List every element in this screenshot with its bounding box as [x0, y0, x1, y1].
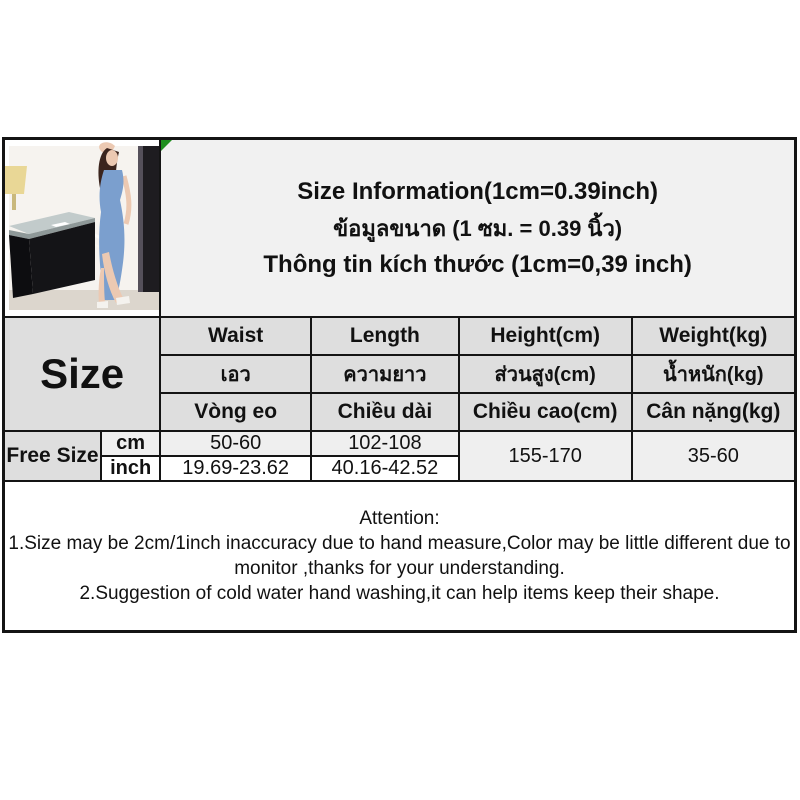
- col-header-weight-vi: Cân nặng(kg): [632, 393, 796, 431]
- length-inch-value: 40.16-42.52: [311, 456, 459, 481]
- col-header-height-en: Height(cm): [459, 317, 632, 355]
- product-photo: [4, 139, 161, 318]
- unit-cm-label: cm: [101, 431, 160, 456]
- col-header-height-th: ส่วนสูง(cm): [459, 355, 632, 393]
- size-corner-label: Size: [4, 317, 161, 431]
- col-header-length-th: ความยาว: [311, 355, 459, 393]
- title-english: Size Information(1cm=0.39inch): [297, 177, 659, 205]
- media-title-row: [4, 139, 796, 318]
- attention-heading: Attention:: [359, 508, 440, 529]
- header-row-english: [4, 317, 796, 355]
- attention-note-2: 2.Suggestion of cold water hand washing,it can help items keep their shape.: [79, 583, 720, 604]
- free-size-label: Free Size: [4, 431, 101, 481]
- col-header-waist-vi: Vòng eo: [160, 393, 311, 431]
- weight-range-value: 35-60: [632, 431, 796, 481]
- title-vietnamese: Thông tin kích thước (1cm=0,39 inch): [263, 250, 692, 278]
- length-cm-value: 102-108: [311, 431, 459, 456]
- size-info-sheet: [2, 137, 797, 633]
- title-thai: ข้อมูลขนาด (1 ซม. = 0.39 นิ้ว): [333, 215, 623, 241]
- photo-wardrobe: [143, 146, 159, 292]
- col-header-waist-en: Waist: [160, 317, 311, 355]
- attention-row: [4, 481, 796, 632]
- waist-inch-value: 19.69-23.62: [160, 456, 311, 481]
- title-block: [160, 139, 795, 318]
- height-range-value: 155-170: [459, 431, 632, 481]
- unit-inch-label: inch: [101, 456, 160, 481]
- data-row-cm: [4, 431, 796, 456]
- photo-lamp: [5, 166, 27, 194]
- col-header-waist-th: เอว: [160, 355, 311, 393]
- col-header-weight-en: Weight(kg): [632, 317, 796, 355]
- corner-marker-icon: [161, 140, 172, 151]
- waist-cm-value: 50-60: [160, 431, 311, 456]
- attention-note-1: 1.Size may be 2cm/1inch inaccuracy due to hand measure,Color may be little different due to monitor ,thanks for your understanding.: [8, 533, 791, 579]
- col-header-height-vi: Chiều cao(cm): [459, 393, 632, 431]
- attention-section: [4, 481, 796, 632]
- col-header-length-vi: Chiều dài: [311, 393, 459, 431]
- col-header-length-en: Length: [311, 317, 459, 355]
- col-header-weight-th: น้ำหนัก(kg): [632, 355, 796, 393]
- model-photo-illustration: [5, 140, 160, 316]
